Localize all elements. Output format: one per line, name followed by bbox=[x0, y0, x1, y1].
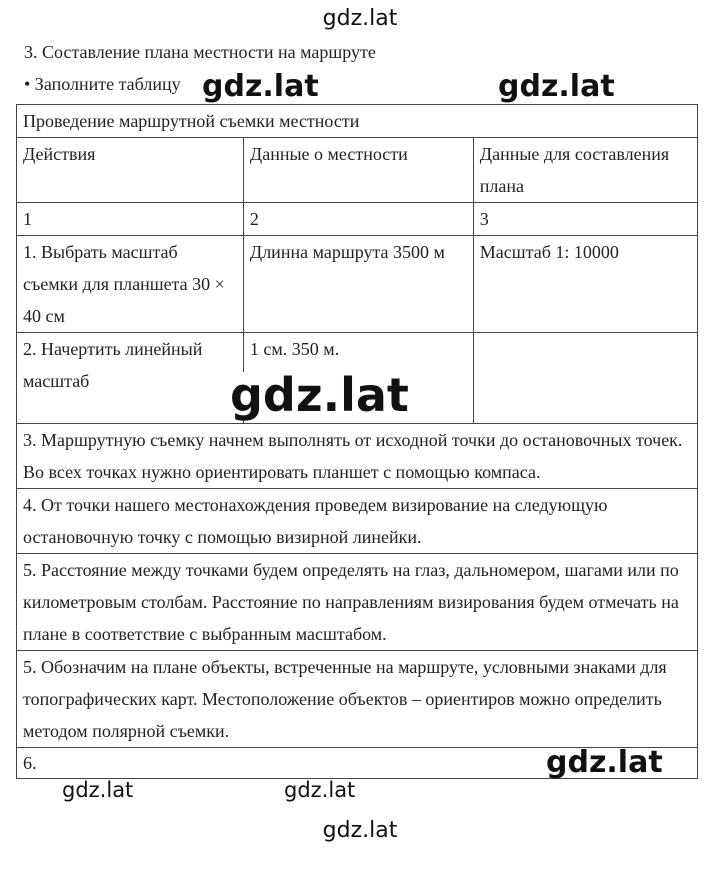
table-cell: 2. Начертить линейный масштаб bbox=[17, 333, 244, 424]
table-row bbox=[17, 236, 698, 333]
table-header-row bbox=[17, 138, 698, 203]
step-cell: 3. Маршрутную съемку начнем выполнять от исходной точки до остановочных точек. Во всех точках нужно ориентировать планшет с помощью компаса. bbox=[17, 424, 698, 489]
column-number: 2 bbox=[243, 203, 473, 236]
instruction-text: • Заполните таблицу bbox=[24, 74, 181, 94]
table-cell: Масштаб 1: 10000 bbox=[473, 236, 697, 333]
column-number: 1 bbox=[17, 203, 244, 236]
table-cell: Длинна маршрута 3500 м bbox=[243, 236, 473, 333]
section-heading: 3. Составление плана местности на маршруте bbox=[24, 42, 376, 62]
header-plan-data: Данные для составления плана bbox=[473, 138, 697, 203]
table-row bbox=[17, 489, 698, 554]
table-row bbox=[17, 651, 698, 748]
step-cell: 5. Расстояние между точками будем определять на глаз, дальномером, шагами или по километровым столбам. Расстояние по направлениям визирования будем отмечать на плане в соответствие с выбранным масштабом. bbox=[17, 554, 698, 651]
watermark-overlay: gdz.lat bbox=[280, 780, 359, 801]
table-cell: 1 см. 350 м. bbox=[243, 333, 473, 424]
step-cell: 6. bbox=[17, 748, 698, 779]
header-actions: Действия bbox=[17, 138, 244, 203]
table-row bbox=[17, 554, 698, 651]
watermark-top: gdz.lat bbox=[322, 6, 398, 31]
step-cell: 5. Обозначим на плане объекты, встреченные на маршруте, условными знаками для топографических карт. Местоположение объектов – ориентиров можно определить методом полярной съемки. bbox=[17, 651, 698, 748]
table-cell bbox=[473, 333, 697, 424]
header-terrain-data: Данные о местности bbox=[243, 138, 473, 203]
column-number: 3 bbox=[473, 203, 697, 236]
table-title: Проведение маршрутной съемки местности bbox=[17, 105, 698, 138]
watermark-overlay: gdz.lat bbox=[542, 748, 667, 778]
table-cell: 1. Выбрать масштаб съемки для планшета 30 × 40 см bbox=[17, 236, 244, 333]
watermark-bottom: gdz.lat bbox=[322, 818, 398, 843]
table-number-row bbox=[17, 203, 698, 236]
watermark-overlay: gdz.lat bbox=[226, 372, 413, 418]
watermark-overlay: gdz.lat bbox=[58, 780, 137, 801]
route-survey-table bbox=[16, 104, 698, 779]
table-title-row bbox=[17, 105, 698, 138]
watermark-overlay: gdz.lat bbox=[494, 72, 619, 102]
step-cell: 4. От точки нашего местонахождения проведем визирование на следующую остановочную точку с помощью визирной линейки. bbox=[17, 489, 698, 554]
watermark-overlay: gdz.lat bbox=[198, 72, 323, 102]
table-row bbox=[17, 424, 698, 489]
